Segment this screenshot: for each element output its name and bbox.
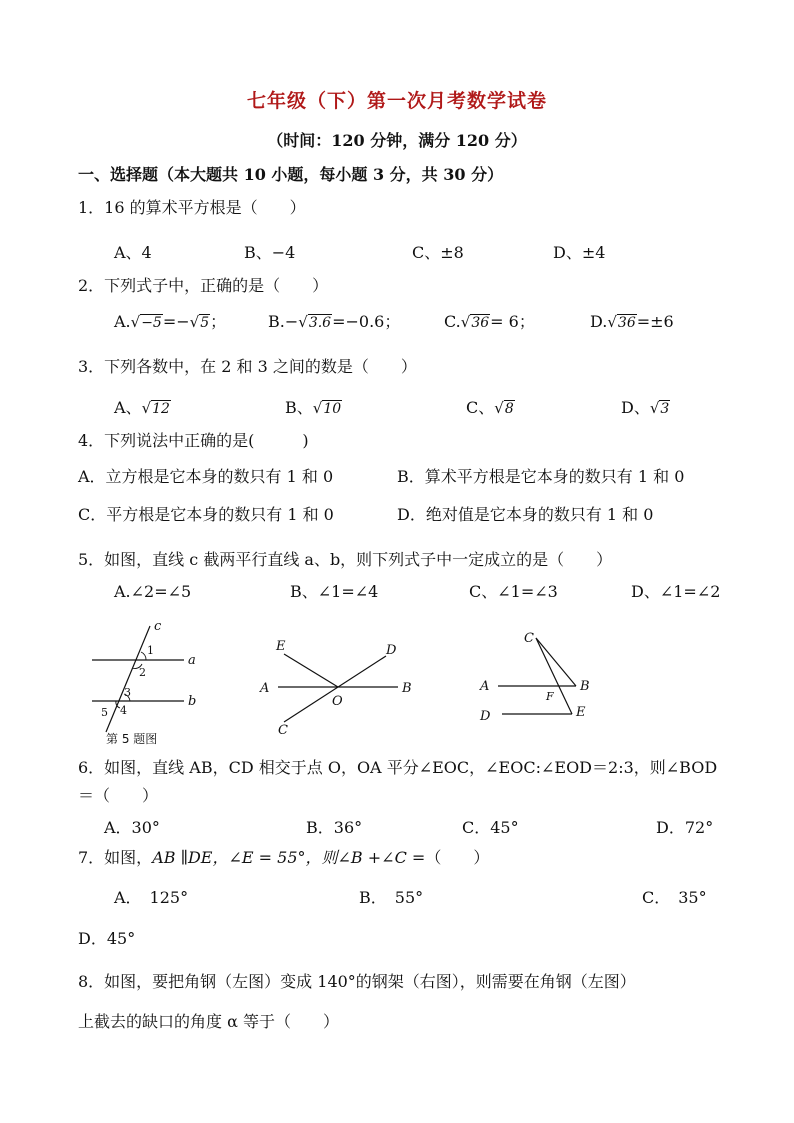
figure-7-parallel-triangle [476, 628, 606, 730]
label-c: C [278, 723, 288, 738]
question-5-stem: 5．如图，直线 c 截两平行直线 a、b，则下列式子中一定成立的是（ ） [78, 550, 613, 569]
label-5: 5 [101, 706, 108, 719]
question-3-option-d: D、√3 [621, 398, 670, 417]
question-4-option-c: C．平方根是它本身的数只有 1 和 0 [78, 505, 334, 524]
question-6-stem: 6．如图，直线 AB，CD 相交于点 O，OA 平分∠EOC，∠EOC:∠EOD＝2:3，则∠BOD [78, 758, 718, 777]
figure-5-caption: 第 5 题图 [106, 732, 158, 746]
question-1-option-b: B、−4 [244, 243, 296, 262]
question-5-option-c: C、∠1=∠3 [469, 582, 558, 601]
question-3-option-b: B、√10 [285, 398, 342, 417]
question-6-option-c: C．45° [462, 818, 519, 837]
question-2-option-b: B.−√3.6=−0.6； [268, 312, 401, 331]
question-8-stem: 8．如图，要把角钢（左图）变成 140°的钢架（右图），则需要在角钢（左图） [78, 972, 636, 991]
label-f: F [546, 690, 554, 703]
figure-5-parallel-lines [86, 616, 216, 748]
label-e: E [276, 639, 286, 654]
label-4: 4 [120, 704, 127, 717]
question-5-option-d: D、∠1=∠2 [631, 582, 721, 601]
segment-ce [536, 638, 572, 714]
label-o: O [332, 694, 343, 709]
question-6-option-b: B．36° [306, 818, 363, 837]
label-a: A [480, 679, 490, 694]
question-6-option-a: A．30° [104, 818, 160, 837]
label-a: a [188, 653, 196, 668]
question-3-option-c: C、√8 [466, 398, 514, 417]
question-7-stem: 7．如图，AB ∥DE，∠E = 55°，则∠B +∠C =（ ） [78, 848, 490, 867]
question-1-option-a: A、4 [114, 243, 152, 262]
question-4-stem: 4．下列说法中正确的是( ) [78, 431, 309, 450]
figure-6-intersecting-lines [256, 636, 426, 740]
section-heading: 一、选择题（本大题共 10 小题，每小题 3 分，共 30 分） [78, 165, 504, 184]
label-c: C [524, 631, 534, 646]
question-4-option-a: A．立方根是它本身的数只有 1 和 0 [78, 467, 334, 486]
label-b: B [402, 681, 412, 696]
label-b: b [188, 694, 197, 709]
question-6-stem-cont: ＝（ ） [78, 786, 159, 805]
label-3: 3 [124, 686, 131, 699]
question-7-option-a: A． 125° [114, 888, 189, 907]
question-1-option-c: C、±8 [412, 243, 464, 262]
label-d: D [480, 709, 491, 724]
question-2-stem: 2．下列式子中，正确的是（ ） [78, 276, 329, 295]
question-1-stem: 1．16 的算术平方根是（ ） [78, 198, 306, 217]
question-7-option-b: B． 55° [359, 888, 424, 907]
question-4-option-b: B．算术平方根是它本身的数只有 1 和 0 [397, 467, 685, 486]
question-3-stem: 3．下列各数中，在 2 和 3 之间的数是（ ） [78, 357, 417, 376]
question-6-option-d: D．72° [656, 818, 714, 837]
question-4-option-d: D．绝对值是它本身的数只有 1 和 0 [397, 505, 654, 524]
question-1-option-d: D、±4 [553, 243, 606, 262]
ray-oe [284, 654, 338, 687]
segment-cb [536, 638, 576, 686]
page-subtitle: （时间：120 分钟，满分 120 分） [267, 131, 527, 150]
question-2-option-c: C.√36= 6； [444, 312, 535, 331]
label-a: A [260, 681, 270, 696]
question-2-option-d: D.√36=±6 [590, 312, 674, 331]
question-5-option-b: B、∠1=∠4 [290, 582, 379, 601]
question-7-option-c: C． 35° [642, 888, 707, 907]
label-c: c [154, 619, 162, 634]
question-8-stem-cont: 上截去的缺口的角度 α 等于（ ） [78, 1012, 339, 1031]
label-e: E [576, 705, 586, 720]
angle-1-arc [141, 652, 146, 660]
label-b: B [580, 679, 590, 694]
line-c [106, 626, 150, 732]
label-1: 1 [147, 644, 154, 657]
question-7-option-d: D．45° [78, 929, 136, 948]
line-cd [284, 656, 386, 722]
label-2: 2 [139, 666, 146, 679]
label-d: D [386, 643, 397, 658]
question-5-option-a: A.∠2=∠5 [114, 582, 192, 601]
question-3-option-a: A、√12 [114, 398, 170, 417]
question-2-option-a: A.√−5=−√5； [114, 312, 227, 331]
page-title: 七年级（下）第一次月考数学试卷 [246, 90, 547, 112]
